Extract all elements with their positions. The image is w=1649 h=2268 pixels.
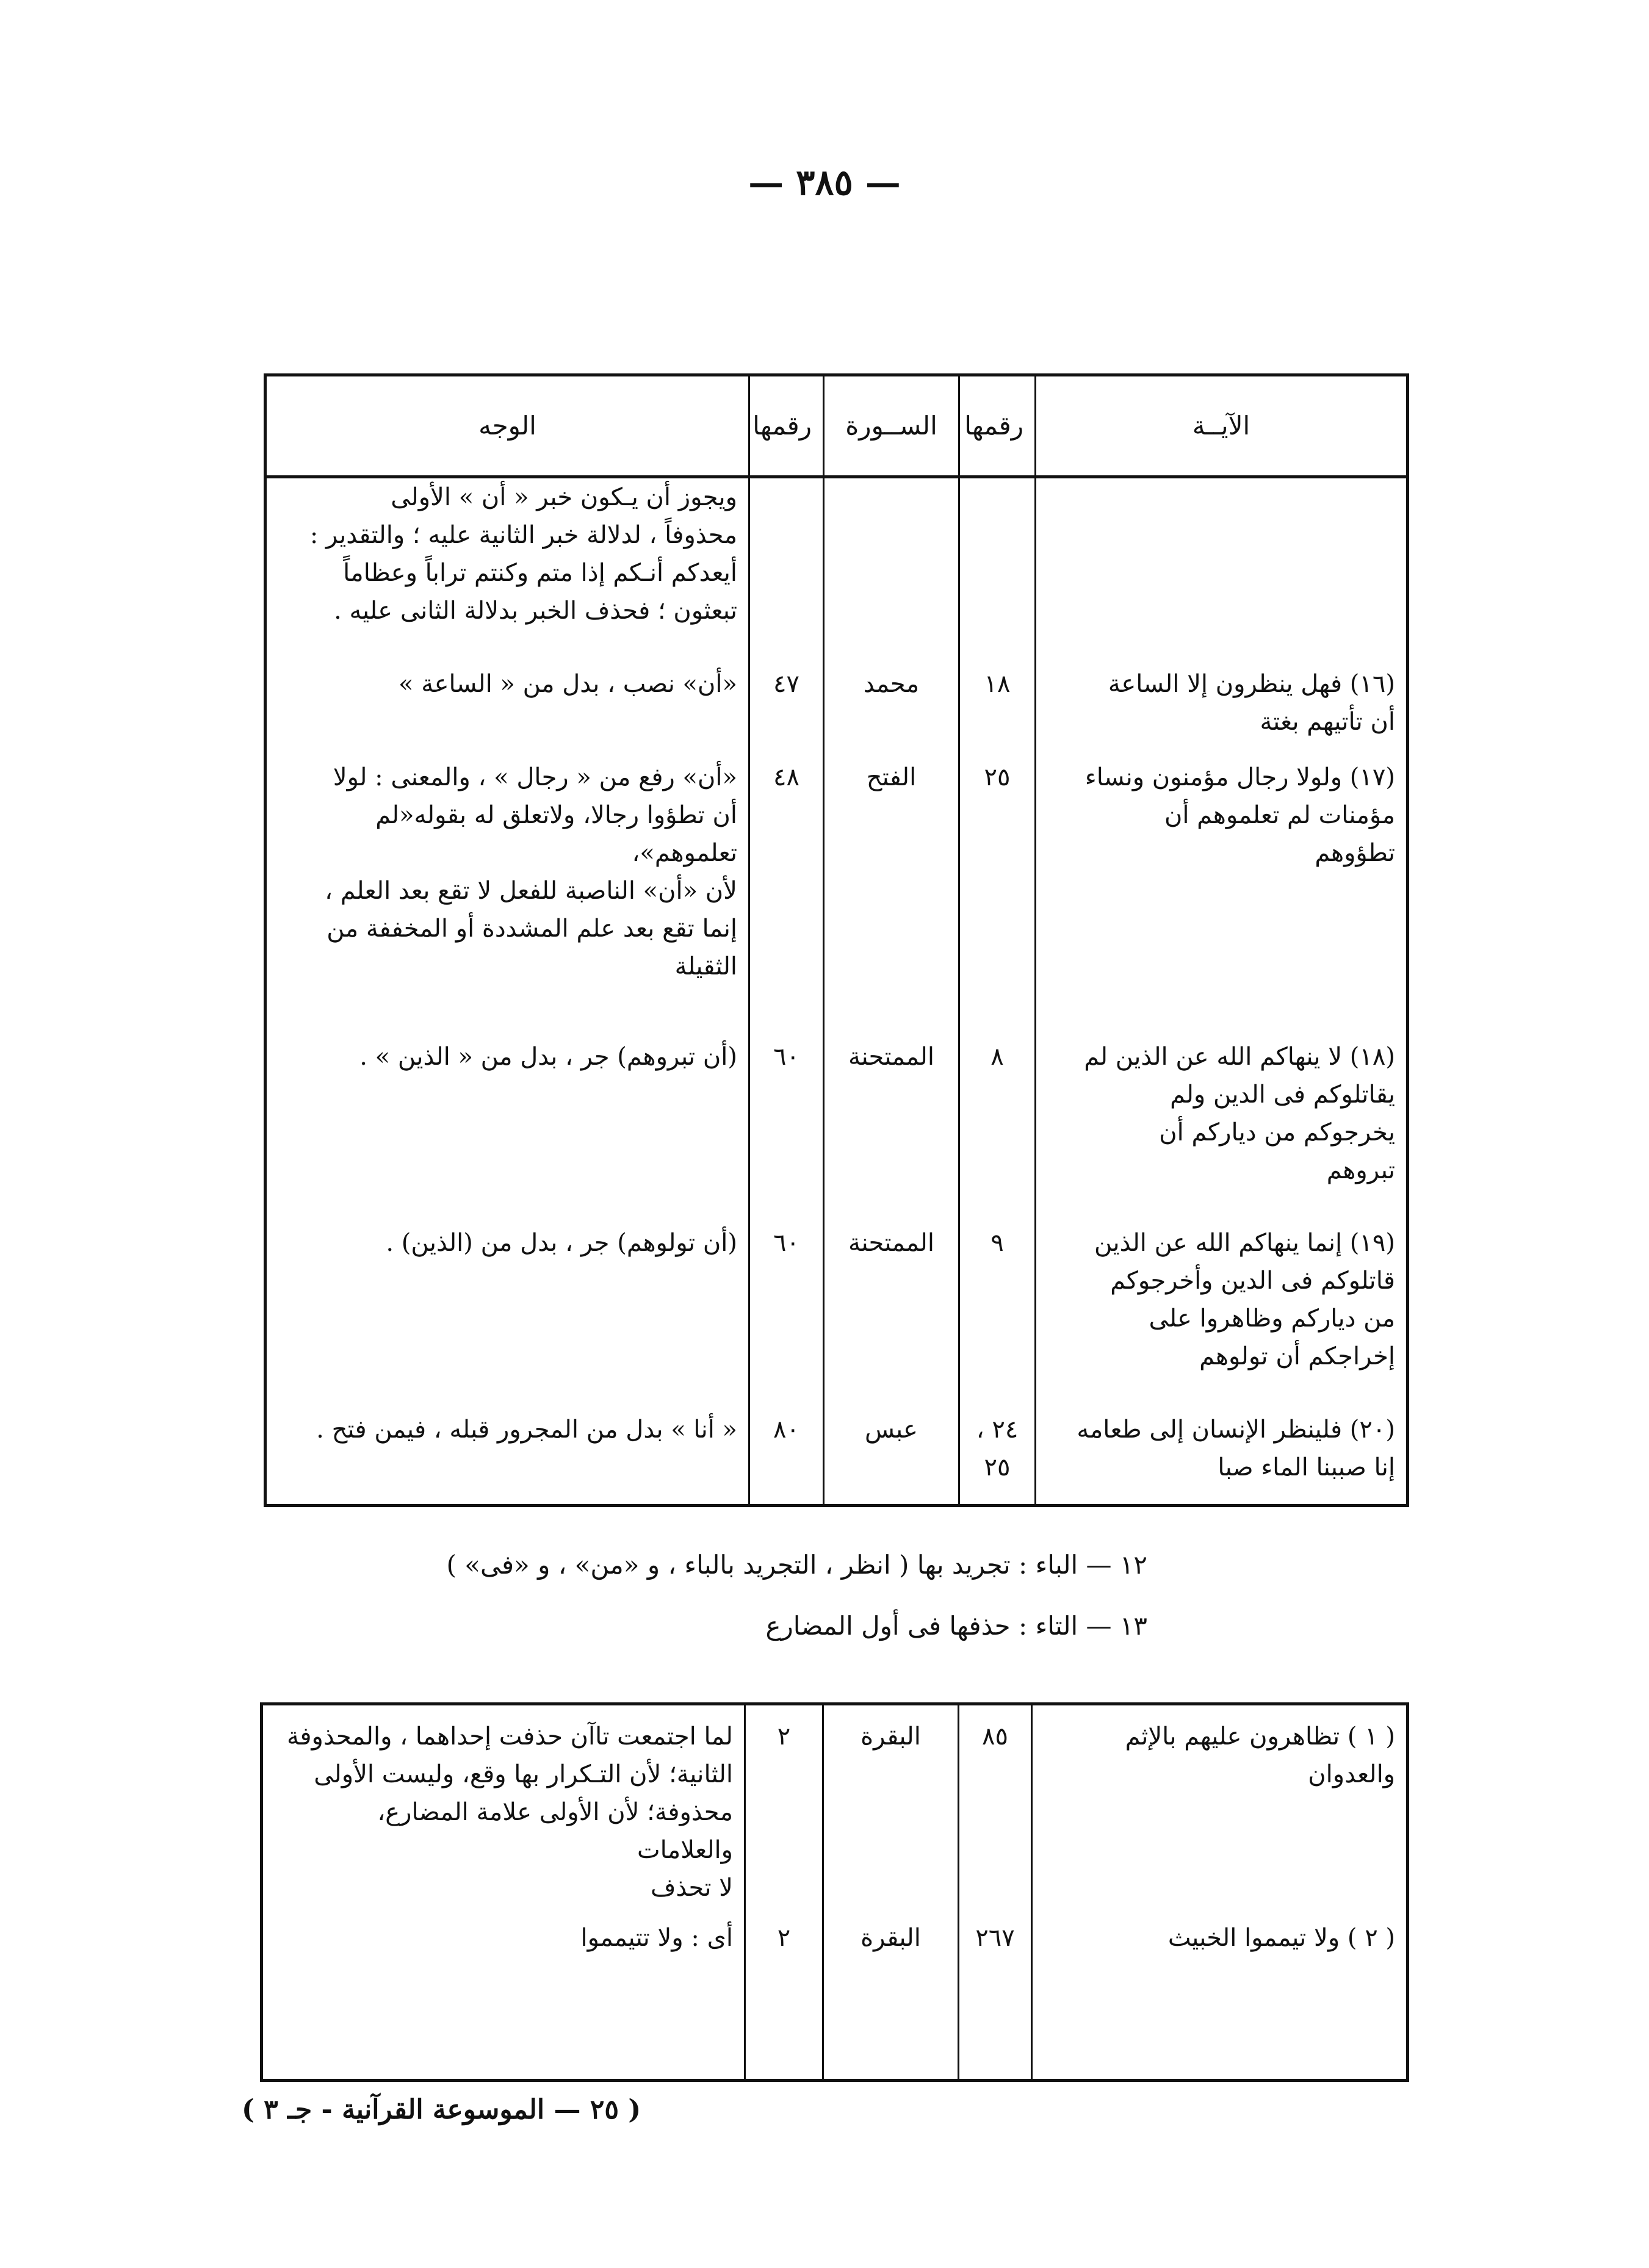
table-row-empty: [262, 1957, 1408, 2081]
table-row: [265, 665, 1408, 758]
ayah-number: [959, 477, 1036, 666]
wajh-text: «أن» نصب ، بدل من « الساعة »: [265, 665, 749, 758]
ayah-text: (١٧) ولولا رجال مؤمنون ونساء مؤمنات لم تعلموهم أن تطؤوهم: [1036, 758, 1408, 1038]
verses-table-body: [265, 477, 1408, 1506]
empty-cell: [823, 1957, 959, 2081]
table-row: [265, 477, 1408, 666]
table-row: [262, 1907, 1408, 1957]
ayah-number: ٢٤ ، ٢٥: [959, 1411, 1036, 1506]
section-heading-12: ١٢ — الباء : تجريد بها ( انظر ، التجريد بالباء ، و «من» ، و «فى» ): [446, 1550, 1147, 1580]
wajh-text: أى : ولا تتيمموا: [262, 1907, 745, 1957]
ayah-number: ١٨: [959, 665, 1036, 758]
table-row: [265, 1224, 1408, 1410]
ayah-number: ٨٥: [959, 1704, 1032, 1907]
table-row: [265, 1411, 1408, 1506]
surah-name: محمد: [824, 665, 959, 758]
surah-name: البقرة: [823, 1907, 959, 1957]
section-heading-13: ١٣ — التاء : حذفها فى أول المضارع: [765, 1611, 1147, 1641]
surah-number: ٤٧: [749, 665, 824, 758]
empty-cell: [262, 1957, 745, 2081]
header-ayah-number: رقمها: [959, 375, 1036, 477]
wajh-text: (أن تبروهم) جر ، بدل من « الذين » .: [265, 1038, 749, 1224]
empty-cell: [959, 1957, 1032, 2081]
ayah-number: ٨: [959, 1038, 1036, 1224]
ayah-text: ( ٢ ) ولا تيمموا الخبيث: [1032, 1907, 1408, 1957]
header-surah-number: رقمها: [749, 375, 824, 477]
verses-table: [264, 373, 1409, 1507]
wajh-text: ويجوز أن يـكون خبر « أن » الأولى محذوفاً ، لدلالة خبر الثانية عليه ؛ والتقدير : أيعدكم أنـكم إذا متم وكنتم تراباً وعظاماً تبعثون ؛ فحذف الخبر بدلالة الثانى عليه .: [265, 477, 749, 666]
surah-number: ٨٠: [749, 1411, 824, 1506]
empty-cell: [745, 1957, 823, 2081]
surah-number: ٢: [745, 1704, 823, 1907]
table-row: [262, 1704, 1408, 1907]
header-ayah: الآيــة: [1036, 375, 1408, 477]
surah-name: عبس: [824, 1411, 959, 1506]
table-row: [265, 1038, 1408, 1224]
surah-name: الممتحنة: [824, 1038, 959, 1224]
surah-name: الممتحنة: [824, 1224, 959, 1410]
taa-verses-table: [260, 1702, 1409, 2082]
ayah-number: ٢٦٧: [959, 1907, 1032, 1957]
ayah-number: ٩: [959, 1224, 1036, 1410]
wajh-text: (أن تولوهم) جر ، بدل من (الذين) .: [265, 1224, 749, 1410]
surah-number: [749, 477, 824, 666]
surah-number: ٤٨: [749, 758, 824, 1038]
taa-verses-table-body: [262, 1704, 1408, 2081]
surah-number: ٢: [745, 1907, 823, 1957]
header-wajh: الوجه: [265, 375, 749, 477]
table-header-row: [265, 375, 1408, 477]
surah-name: الفتح: [824, 758, 959, 1038]
ayah-text: (١٨) لا ينهاكم الله عن الذين لم يقاتلوكم فى الدين ولم يخرجوكم من دياركم أن تبروهم: [1036, 1038, 1408, 1224]
wajh-text: «أن» رفع من « رجال » ، والمعنى : لولا أن تطؤوا رجالا، ولاتعلق له بقوله«لم تعلموهم»، لأن «أن» الناصبة للفعل لا تقع بعد العلم ، إنما تقع بعد علم المشددة أو المخففة من الثقيلة: [265, 758, 749, 1038]
ayah-text: (١٦) فهل ينظرون إلا الساعة أن تأتيهم بغتة: [1036, 665, 1408, 758]
ayah-text: ( ١ ) تظاهرون عليهم بالإثم والعدوان: [1032, 1704, 1408, 1907]
ayah-text: [1036, 477, 1408, 666]
empty-cell: [1032, 1957, 1408, 2081]
table-row: [265, 758, 1408, 1038]
surah-number: ٦٠: [749, 1038, 824, 1224]
ayah-text: (٢٠) فلينظر الإنسان إلى طعامه إنا صببنا الماء صبا: [1036, 1411, 1408, 1506]
ayah-text: (١٩) إنما ينهاكم الله عن الذين قاتلوكم فى الدين وأخرجوكم من دياركم وظاهروا على إخراجكم أن تولوهم: [1036, 1224, 1408, 1410]
surah-number: ٦٠: [749, 1224, 824, 1410]
page-footer: ( ٢٥ — الموسوعة القرآنية - جـ ٣ ): [242, 2094, 641, 2125]
surah-name: [824, 477, 959, 666]
ayah-number: ٢٥: [959, 758, 1036, 1038]
header-surah: الســورة: [824, 375, 959, 477]
page-number: — ٣٨٥ —: [748, 162, 901, 203]
wajh-text: « أنا » بدل من المجرور قبله ، فيمن فتح .: [265, 1411, 749, 1506]
surah-name: البقرة: [823, 1704, 959, 1907]
wajh-text: لما اجتمعت تاآن حذفت إحداهما ، والمحذوفة الثانية؛ لأن التـكرار بها وقع، وليست الأولى محذوفة؛ لأن الأولى علامة المضارع، والعلامات لا تحذف: [262, 1704, 745, 1907]
